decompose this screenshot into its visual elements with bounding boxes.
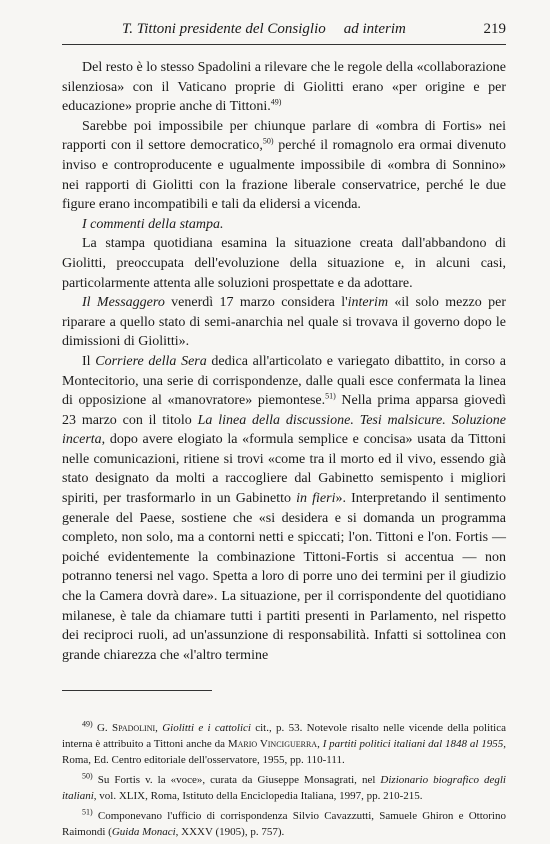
running-title: T. Tittoni presidente del Consiglio ad interim — [122, 21, 406, 37]
paragraph: Sarebbe poi impossibile per chiunque parlare di «ombra di Fortis» nei rapporti con il settore democratico,$^{50)}$ perché il romagnolo era ormai divenuto inviso e controproducente e ugualmente impossibile di «ombra di Sonnino» nei rapporti di Giolitti con la frazione liberale conservatrice, perché le due figure erano incompatibili e tali da elidersi a vicenda. — [62, 118, 506, 213]
paragraph: Il Corriere della Sera dedica all'articolato e variegato dibattito, in corso a Montecitorio, una serie di corrispondenze, dalle quali esce confermata la linea di opposizione al «manovratore» piemontese.$^{51)}$ Nella prima apparsa giovedì 23 marzo con il titolo La linea della discussione. Tesi malsicure. Soluzione incerta, dopo avere elogiato la «formula semplice e concisa» usata da Tittoni nelle comunicazioni, ritiene si trovi «come tra il morto ed il vivo, essendo già stato designato da molti a raccogliere dal Gabinetto semispento i migliori spiriti, per trasformarlo in un Gabinetto in fieri». Interpretando il sentimento generale del Paese, sostiene che «si desidera e si domanda un programma completo, non solo, ma a contorni netti e spiccati; l'on. Tittoni e l'on. Fortis — poiché evidentemente la combinazione Tittoni-Fortis si accentua — non potranno tenersi nel vago. Spetta a loro di porre uno dei termini per il giudizio che la Camera dovrà dare». La situazione, per il corrispondente del quotidiano milanese, è tale da chiamare tutti i partiti presenti in Parlamento, nel rispetto dei reciproci ruoli, ad un'assunzione di responsabilità. Infatti si sottolinea con grande chiarezza che «l'altro termine — [62, 353, 507, 663]
section-title: I commenti della stampa. — [82, 216, 224, 232]
running-header — [62, 18, 506, 45]
paragraph: La stampa quotidiana esamina la situazione creata dall'abbandono di Giolitti, preoccupata dell'evoluzione della situazione e, in alcuni casi, particolarmente attenta alle soluzioni prospettate e da adottare. — [62, 236, 506, 291]
footnote-ref[interactable]: 50) — [262, 136, 274, 146]
paragraph: Del resto è lo stesso Spadolini a rilevare che le regole della «collaborazione silenziosa» con il Vaticano proprie di Giolitti erano «per origine e per educazione» proprie anche di Tittoni.$^{49)}$ — [62, 60, 506, 115]
footnote-49: $^{49)}$ G. Spadolini, Giolitti e i cattolici cit., p. 53. Notevole risalto nelle vicende della politica interna è attribuito a Tittoni anche da Mario Vinciguerra, I partiti politici italiani dal 1848 al 1955, Roma, Ed. Centro editoriale dell'osservatore, 1955, pp. 110-111. — [62, 719, 506, 766]
footnote-ref[interactable]: 49) — [270, 97, 282, 107]
footnotes — [62, 720, 506, 844]
paragraph: Il Messaggero venerdì 17 marzo considera l'interim «il solo mezzo per riparare a quello stato di semi-anarchia nel quale si trovava il governo dopo le dimissioni di Giolitti». — [62, 295, 506, 350]
footnote-51: $^{51)}$ Componevano l'ufficio di corrispondenza Silvio Cavazzutti, Samuele Ghiron e Ottorino Raimondi (Guida Monaci, XXXV (1905), p. 757). — [62, 807, 506, 838]
footnote-50: $^{50)}$ Su Fortis v. la «voce», curata da Giuseppe Monsagrati, nel Dizionario biografico degli italiani, vol. XLIX, Roma, Istituto della Enciclopedia Italiana, 1997, pp. 210-215. — [62, 771, 506, 802]
page-number: 219 — [483, 21, 506, 37]
main-text — [62, 58, 506, 665]
footnote-divider — [62, 690, 212, 691]
footnote-ref[interactable]: 51) — [325, 391, 336, 401]
